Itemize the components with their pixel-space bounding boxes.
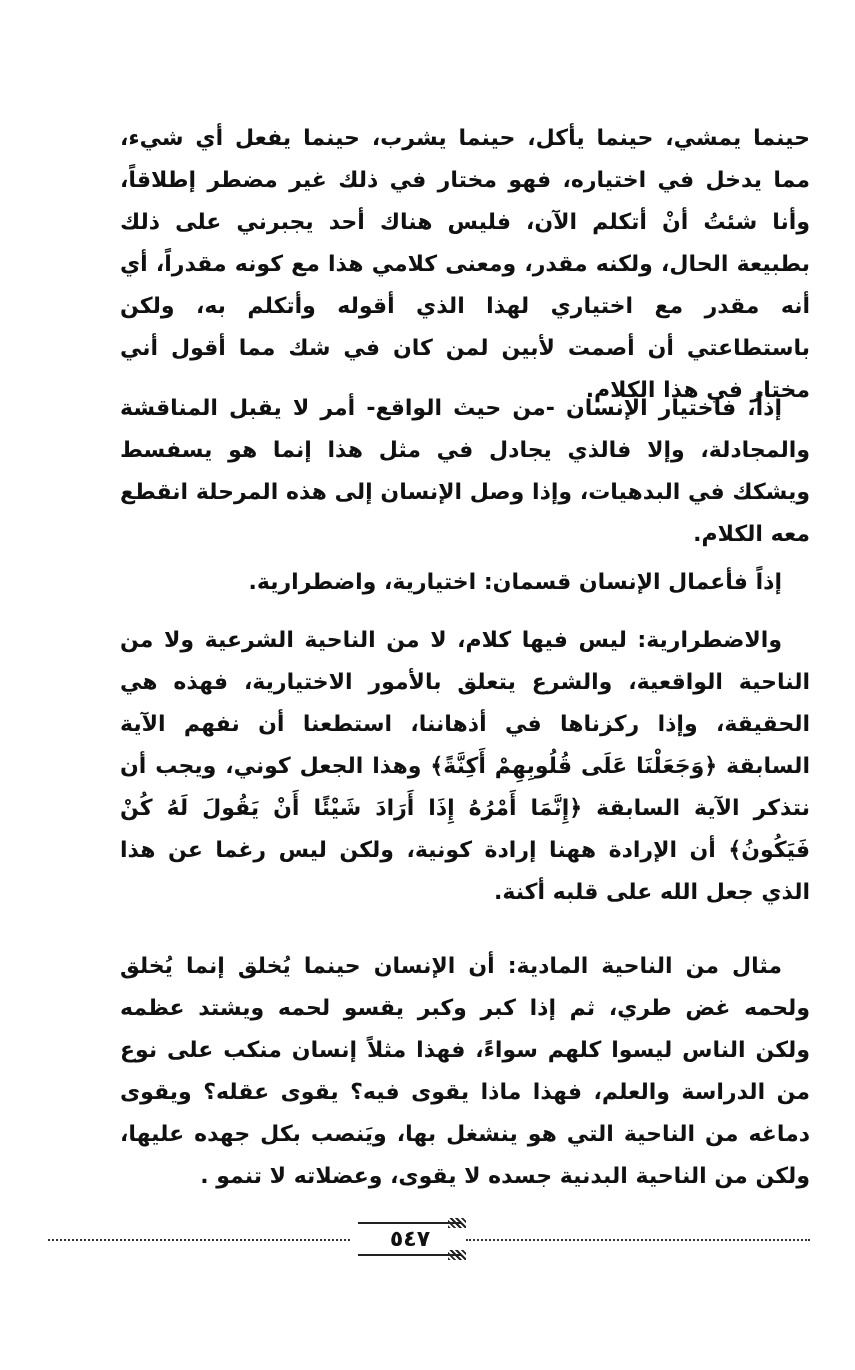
- paragraph-1: حينما يمشي، حينما يأكل، حينما يشرب، حينما يفعل أي شيء، مما يدخل في اختياره، فهو مختار في ذلك غير مضطر إطلاقاً، وأنا شئتُ أنْ أتكلم الآن، فليس هناك أحد يجبرني على ذلك بطبيعة الحال، ولكنه مقدر، ومعنى كلامي هذا مع كونه مقدراً، أي أنه مقدر مع اختياري لهذا الذي أقوله وأتكلم به، ولكن باستطاعتي أن أصمت لأبين لمن كان في شك مما أقول أني مختار في هذا الكلام.: [120, 126, 810, 403]
- paragraph-2: إذاً، فاختيار الإنسان -من حيث الواقع- أمر لا يقبل المناقشة والمجادلة، وإلا فالذي يجادل في مثل هذا إنما هو يسفسط ويشكك في البدهيات، وإذا وصل الإنسان إلى هذه المرحلة انقطع معه الكلام.: [120, 396, 810, 547]
- page-footer: [48, 1222, 810, 1262]
- page-number-frame: [358, 1222, 462, 1256]
- footer-dotted-rule-left: [48, 1239, 350, 1241]
- paragraph-5: مثال من الناحية المادية: أن الإنسان حينما يُخلق إنما يُخلق ولحمه غض طري، ثم إذا كبر وكبر يقسو لحمه ويشتد عظمه ولكن الناس ليسوا كلهم سواءً، فهذا مثلاً إنسان منكب على نوع من الدراسة والعلم، فهذا ماذا يقوى فيه؟ يقوى عقله؟ ويقوى دماغه من الناحية التي هو ينشغل بها، ويَنصب بكل جهده عليها، ولكن من الناحية البدنية جسده لا يقوى، وعضلاته لا تنمو .: [120, 954, 810, 1189]
- page-number: ٥٤٧: [389, 1227, 431, 1252]
- paragraph-3: إذاً فأعمال الإنسان قسمان: اختيارية، واضطرارية.: [248, 570, 782, 595]
- footer-dotted-rule-right: [466, 1239, 810, 1241]
- paragraph-4: والاضطرارية: ليس فيها كلام، لا من الناحية الشرعية ولا من الناحية الواقعية، والشرع يتعلق بالأمور الاختيارية، فهذه هي الحقيقة، وإذا ركزناها في أذهاننا، استطعنا أن نفهم الآية السابقة ﴿وَجَعَلْنَا عَلَى قُلُوبِهِمْ أَكِنَّةً﴾ وهذا الجعل كوني، ويجب أن نتذكر الآية السابقة ﴿إِنَّمَا أَمْرُهُ إِذَا أَرَادَ شَيْئًا أَنْ يَقُولَ لَهُ كُنْ فَيَكُونُ﴾ أن الإرادة ههنا إرادة كونية، ولكن ليس رغما عن هذا الذي جعل الله على قلبه أكنة.: [120, 628, 810, 905]
